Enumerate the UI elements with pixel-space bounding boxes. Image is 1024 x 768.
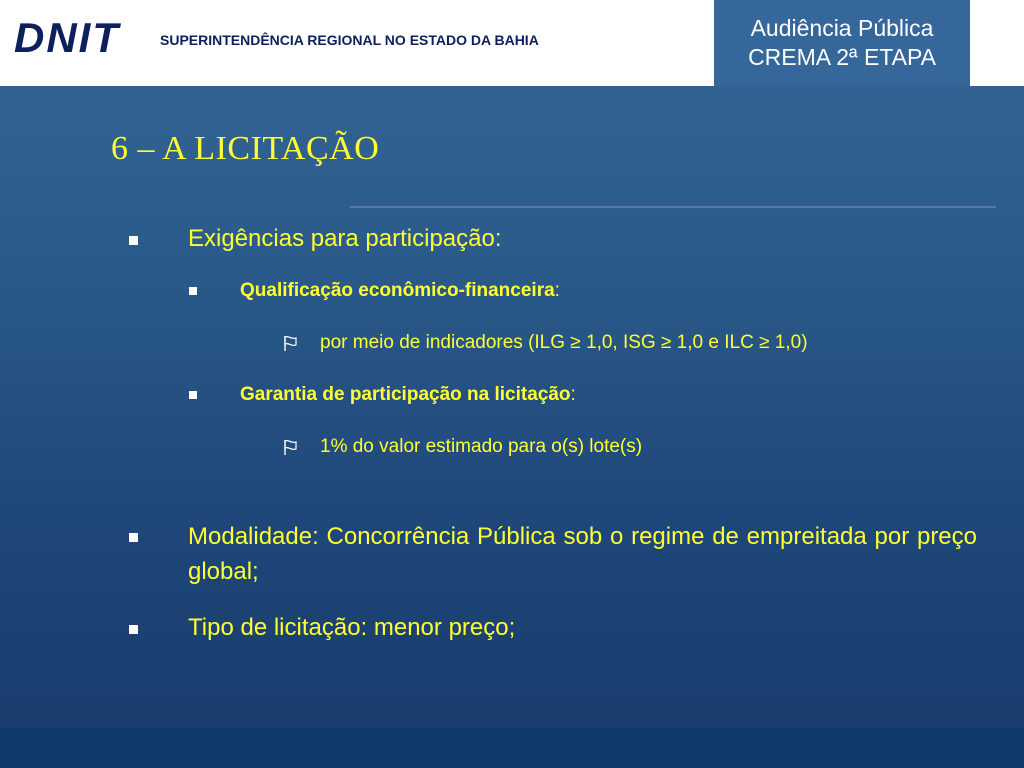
- square-bullet-icon: [129, 625, 138, 634]
- garantia-label: Garantia de participação na licitação: [240, 384, 571, 405]
- badge-line-1: Audiência Pública: [750, 15, 934, 41]
- title-divider: [350, 206, 996, 208]
- square-bullet-icon: [129, 533, 138, 542]
- sub-bullet-garantia: [240, 382, 576, 408]
- qualificacao-label: Qualificação econômico-financeira: [240, 280, 555, 301]
- footer-band: [0, 728, 1024, 768]
- dnit-logo: DNIT: [14, 14, 120, 61]
- garantia-colon: :: [570, 384, 576, 405]
- flag-icon: [282, 334, 300, 352]
- slide-title: 6 – A LICITAÇÃO: [111, 130, 380, 167]
- detail-valor-estimado: 1% do valor estimado para o(s) lote(s): [320, 436, 643, 457]
- header-bar: [0, 0, 1024, 86]
- bullet-tipo-licitacao: Tipo de licitação: menor preço;: [188, 614, 516, 641]
- bullet-exigencias: Exigências para participação:: [188, 225, 502, 252]
- bullet-modalidade: Modalidade: Concorrência Pública sob o regime de empreitada por preço global;: [188, 523, 977, 585]
- square-bullet-icon: [189, 287, 197, 295]
- qualificacao-colon: :: [554, 280, 560, 301]
- square-bullet-icon: [189, 391, 197, 399]
- square-bullet-icon: [129, 236, 138, 245]
- detail-indicadores: por meio de indicadores (ILG ≥ 1,0, ISG ≥ 1,0 e ILC ≥ 1,0): [320, 332, 808, 353]
- badge-line-2: CREMA 2ª ETAPA: [748, 44, 936, 70]
- sub-bullet-qualificacao: [240, 278, 560, 304]
- superintendencia-label: SUPERINTENDÊNCIA REGIONAL NO ESTADO DA BAHIA: [160, 32, 539, 48]
- audiencia-badge: [714, 0, 970, 86]
- flag-icon: [282, 438, 300, 456]
